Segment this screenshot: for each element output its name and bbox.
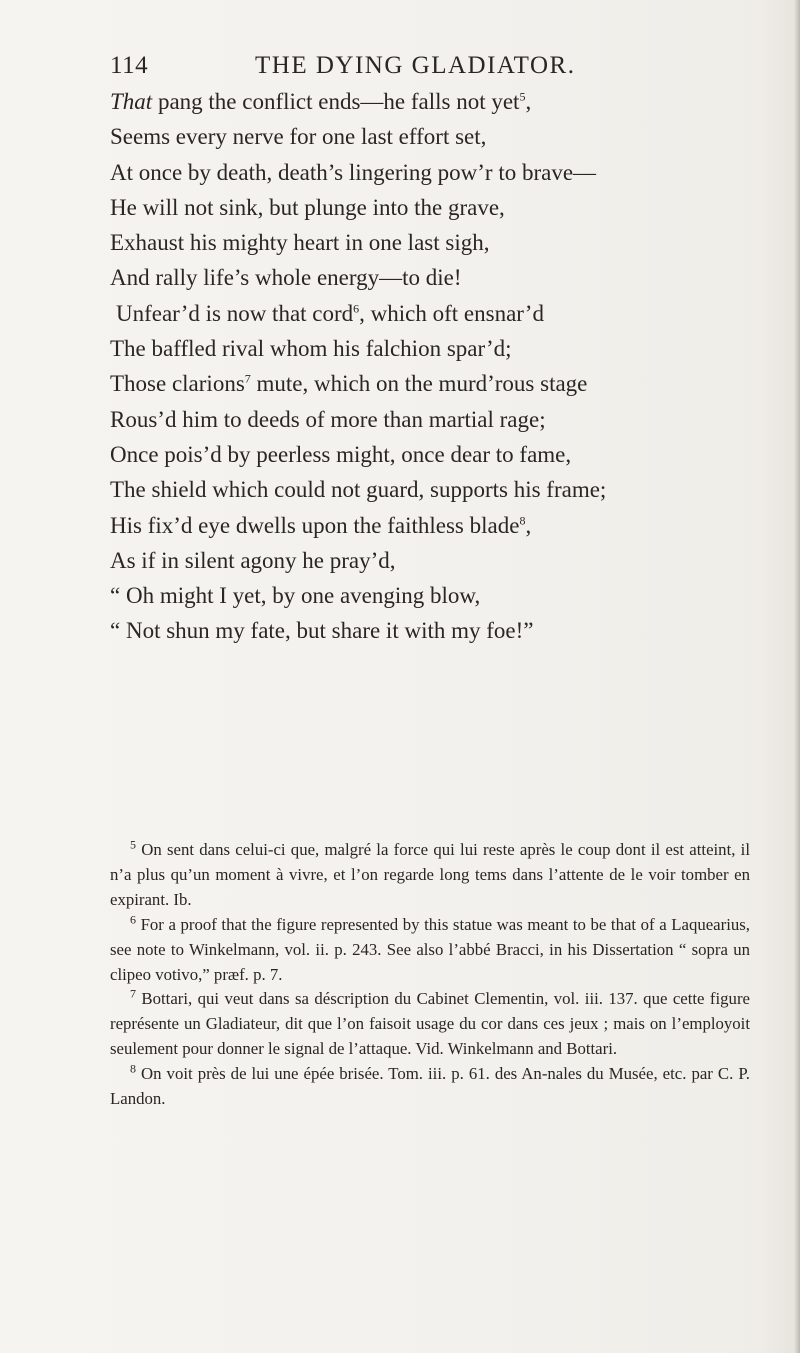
verse-line [110, 190, 750, 225]
page-number: 114 [110, 52, 149, 79]
verse-line [110, 119, 750, 154]
footnote-text: Bottari, qui veut dans sa déscription du Cabinet Clementin, vol. iii. 137. que cette figure représente un Gladiateur, dit que l’on faisoit usage du cor dans ces jeux ; mais on l’employoit seulement pour donner le signal de l’attaque. Vid. Winkelmann and Bottari. [110, 989, 750, 1059]
footnote [110, 913, 750, 988]
verse-line [110, 155, 750, 190]
page-header [110, 52, 650, 88]
verse-line [110, 260, 750, 295]
footnote-text: For a proof that the figure represented by this statue was meant to be that of a Laquearius, see note to Winkelmann, vol. ii. p. 243. See also l’abbé Bracci, in his Dissertation “ sopra un clipeo votivo,” præf. p. 7. [110, 914, 750, 984]
verse-text-after: , which oft ensnar’d [359, 300, 544, 326]
verse-text: The shield which could not guard, supports his frame; [110, 477, 607, 503]
verse-text: “ Not shun my fate, but share it with my foe!” [110, 618, 534, 644]
verse-text: Rous’d him to deeds of more than martial rage; [110, 406, 546, 432]
footnote-mark: 6 [130, 912, 136, 927]
footnotes [110, 838, 750, 1112]
verse-text: As if in silent agony he pray’d, [110, 547, 396, 573]
footnote-mark: 7 [130, 986, 136, 1001]
verse-emphasis: That [110, 89, 153, 114]
verse-text-after: , [525, 89, 532, 114]
verse-text: At once by death, death’s lingering pow’r to brave— [110, 159, 597, 185]
verse-line [110, 296, 750, 331]
footnote-mark: 5 [130, 837, 136, 852]
verse-text-after: mute, which on the murd’rous stage [250, 371, 588, 397]
verse-text: Once pois’d by peerless might, once dear to fame, [110, 441, 572, 467]
verse-line [110, 543, 750, 578]
verse-text: “ Oh might I yet, by one avenging blow, [110, 583, 481, 609]
verse-line [110, 225, 750, 260]
footnote-ref: 7 [244, 371, 251, 386]
verse-text: Those clarions [110, 371, 245, 397]
verse-line [110, 331, 750, 366]
verse-text: And rally life’s whole energy—to die! [110, 265, 462, 291]
page-edge-shadow [794, 0, 800, 1353]
verse-text: He will not sink, but plunge into the grave, [110, 194, 505, 220]
footnote-ref: 5 [519, 89, 526, 104]
verse-text: pang the conflict ends—he falls not yet [152, 89, 520, 114]
footnote-ref: 8 [519, 512, 526, 527]
verse-line [110, 613, 750, 648]
verse-line [110, 472, 750, 507]
running-head: THE DYING GLADIATOR. [255, 52, 576, 79]
verse-text: Exhaust his mighty heart in one last sigh, [110, 230, 490, 256]
verse-text: The baffled rival whom his falchion spar’d; [110, 336, 512, 362]
footnote-text: On voit près de lui une épée brisée. Tom. iii. p. 61. des An-nales du Musée, etc. par C. P. Landon. [110, 1064, 750, 1109]
verse-line [110, 366, 750, 401]
footnote-ref: 6 [353, 301, 360, 316]
verse-line [110, 402, 750, 437]
verse-text-after: , [525, 512, 532, 538]
verse-line [110, 508, 750, 543]
poem-body [110, 84, 750, 649]
verse-line [110, 437, 750, 472]
verse-line [110, 84, 750, 119]
verse-text: His fix’d eye dwells upon the faithless blade [110, 512, 520, 538]
verse-line [110, 578, 750, 613]
footnote [110, 987, 750, 1062]
verse-text: Unfear’d is now that cord [116, 300, 354, 326]
footnote-text: On sent dans celui-ci que, malgré la force qui lui reste après le coup dont il est atteint, il n’a plus qu’un moment à vivre, et l’on regarde long tems dans l’attente de le voir tomber en expirant. Ib. [110, 840, 750, 909]
footnote-mark: 8 [130, 1061, 136, 1076]
footnote [110, 838, 750, 913]
footnote [110, 1062, 750, 1112]
verse-text: Seems every nerve for one last effort set, [110, 124, 487, 150]
